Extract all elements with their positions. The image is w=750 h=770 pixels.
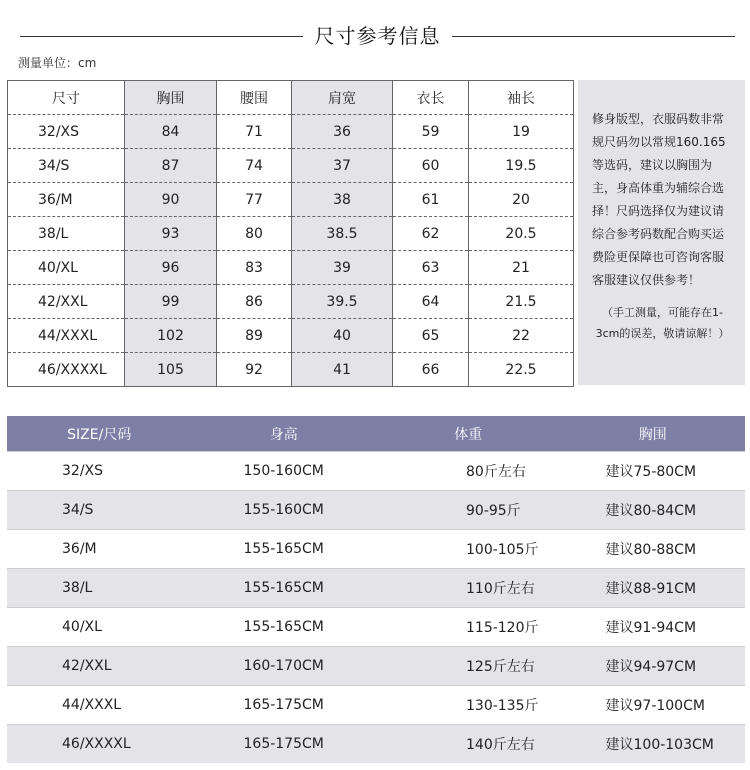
measurement-cell: 19.5 (469, 149, 574, 183)
measurement-cell: 84 (125, 115, 217, 149)
measurement-cell: 64 (393, 285, 469, 319)
measurement-cell: 80 (217, 217, 292, 251)
size-guide-cell: 36/M (7, 530, 192, 569)
size-guide-cell: 38/L (7, 569, 192, 608)
size-guide-cell: 140斤左右 (376, 725, 561, 764)
measurement-row (8, 285, 574, 319)
size-guide-cell: 建议97-100CM (561, 686, 746, 725)
size-guide-header-cell: 体重 (376, 416, 561, 452)
size-guide-cell: 155-160CM (192, 491, 377, 530)
size-guide-cell: 155-165CM (192, 530, 377, 569)
size-label-cell: 36/M (8, 183, 125, 217)
size-guide-row (7, 452, 745, 491)
measurement-row (8, 353, 574, 387)
measurement-cell: 77 (217, 183, 292, 217)
measurement-cell: 60 (393, 149, 469, 183)
size-label-cell: 38/L (8, 217, 125, 251)
measurement-row (8, 251, 574, 285)
size-guide-cell: 建议91-94CM (561, 608, 746, 647)
size-guide-cell: 40/XL (7, 608, 192, 647)
size-label-cell: 44/XXXL (8, 319, 125, 353)
size-guide-cell: 建议88-91CM (561, 569, 746, 608)
measurement-header-cell: 尺寸 (8, 81, 125, 115)
size-guide-cell: 42/XXL (7, 647, 192, 686)
size-guide-row (7, 647, 745, 686)
size-guide-row (7, 530, 745, 569)
measurement-cell: 22.5 (469, 353, 574, 387)
size-guide-cell: 115-120斤 (376, 608, 561, 647)
measurement-header-cell: 衣长 (393, 81, 469, 115)
measurement-cell: 90 (125, 183, 217, 217)
size-label-cell: 42/XXL (8, 285, 125, 319)
measurement-cell: 65 (393, 319, 469, 353)
size-guide-cell: 80斤左右 (376, 452, 561, 491)
size-guide-cell: 155-165CM (192, 569, 377, 608)
measurement-cell: 61 (393, 183, 469, 217)
measurement-row (8, 183, 574, 217)
size-guide-row (7, 608, 745, 647)
measurement-cell: 99 (125, 285, 217, 319)
size-guide-row (7, 725, 745, 764)
measurement-header-cell: 腰围 (217, 81, 292, 115)
size-guide-table (7, 416, 745, 763)
title-divider-right (452, 36, 735, 37)
measurement-cell: 74 (217, 149, 292, 183)
size-guide-cell: 110斤左右 (376, 569, 561, 608)
fit-note-text: 修身版型，衣服码数非常规尺码勿以常规160.165等选码，建议以胸围为主，身高体重为辅综合选择！尺码选择仅为建议请综合参考码数配合购买运费险更保障也可咨询客服客服建议仅供参考！ (592, 112, 726, 287)
measurement-cell: 36 (292, 115, 393, 149)
size-guide-cell: 150-160CM (192, 452, 377, 491)
size-guide-cell: 46/XXXXL (7, 725, 192, 764)
measurement-cell: 71 (217, 115, 292, 149)
size-guide-cell: 34/S (7, 491, 192, 530)
measurement-cell: 19 (469, 115, 574, 149)
unit-label: 测量单位：cm (18, 56, 97, 70)
measurement-cell: 37 (292, 149, 393, 183)
size-label-cell: 40/XL (8, 251, 125, 285)
size-guide-cell: 125斤左右 (376, 647, 561, 686)
measurement-header-cell: 肩宽 (292, 81, 393, 115)
measurement-cell: 40 (292, 319, 393, 353)
size-guide-cell: 165-175CM (192, 725, 377, 764)
size-guide-row (7, 686, 745, 725)
size-guide-cell: 155-165CM (192, 608, 377, 647)
size-guide-cell: 44/XXXL (7, 686, 192, 725)
measurement-row (8, 149, 574, 183)
measurement-cell: 86 (217, 285, 292, 319)
page-title: 尺寸参考信息 (314, 24, 441, 48)
fit-note (578, 80, 745, 385)
size-guide-cell: 165-175CM (192, 686, 377, 725)
size-label-cell: 46/XXXXL (8, 353, 125, 387)
measurement-cell: 22 (469, 319, 574, 353)
measurement-table (7, 80, 574, 387)
title-bar (20, 18, 735, 54)
size-guide-cell: 建议75-80CM (561, 452, 746, 491)
size-guide-header-cell: 胸围 (561, 416, 746, 452)
measurement-cell: 20.5 (469, 217, 574, 251)
size-guide-cell: 32/XS (7, 452, 192, 491)
measurement-header-cell: 袖长 (469, 81, 574, 115)
size-guide-header-cell: SIZE/尺码 (7, 416, 192, 452)
measurement-cell: 102 (125, 319, 217, 353)
measurement-header-cell: 胸围 (125, 81, 217, 115)
measurement-cell: 41 (292, 353, 393, 387)
size-guide-cell: 建议80-84CM (561, 491, 746, 530)
measurement-row (8, 217, 574, 251)
size-guide-cell: 建议100-103CM (561, 725, 746, 764)
size-label-cell: 34/S (8, 149, 125, 183)
measurement-cell: 105 (125, 353, 217, 387)
size-guide-header-row (7, 416, 745, 452)
size-guide-row (7, 491, 745, 530)
measurement-cell: 39 (292, 251, 393, 285)
measurement-cell: 21 (469, 251, 574, 285)
measurement-cell: 38 (292, 183, 393, 217)
measurement-cell: 63 (393, 251, 469, 285)
measurement-cell: 89 (217, 319, 292, 353)
size-guide-cell: 130-135斤 (376, 686, 561, 725)
measurement-cell: 59 (393, 115, 469, 149)
measurement-cell: 92 (217, 353, 292, 387)
measurement-row (8, 319, 574, 353)
measurement-row (8, 115, 574, 149)
size-label-cell: 32/XS (8, 115, 125, 149)
measurement-cell: 96 (125, 251, 217, 285)
measurement-cell: 62 (393, 217, 469, 251)
measurement-header-row (8, 81, 574, 115)
size-guide-cell: 100-105斤 (376, 530, 561, 569)
measurement-disclaimer: （手工测量，可能存在1-3cm的误差，敬请谅解！） (595, 306, 730, 340)
measurement-cell: 39.5 (292, 285, 393, 319)
size-guide-cell: 建议80-88CM (561, 530, 746, 569)
measurement-cell: 93 (125, 217, 217, 251)
size-guide-header-cell: 身高 (192, 416, 377, 452)
measurement-cell: 83 (217, 251, 292, 285)
measurement-cell: 21.5 (469, 285, 574, 319)
size-guide-cell: 建议94-97CM (561, 647, 746, 686)
size-guide-row (7, 569, 745, 608)
measurement-cell: 87 (125, 149, 217, 183)
measurement-cell: 38.5 (292, 217, 393, 251)
measurement-cell: 20 (469, 183, 574, 217)
size-guide-cell: 160-170CM (192, 647, 377, 686)
measurement-cell: 66 (393, 353, 469, 387)
size-guide-cell: 90-95斤 (376, 491, 561, 530)
